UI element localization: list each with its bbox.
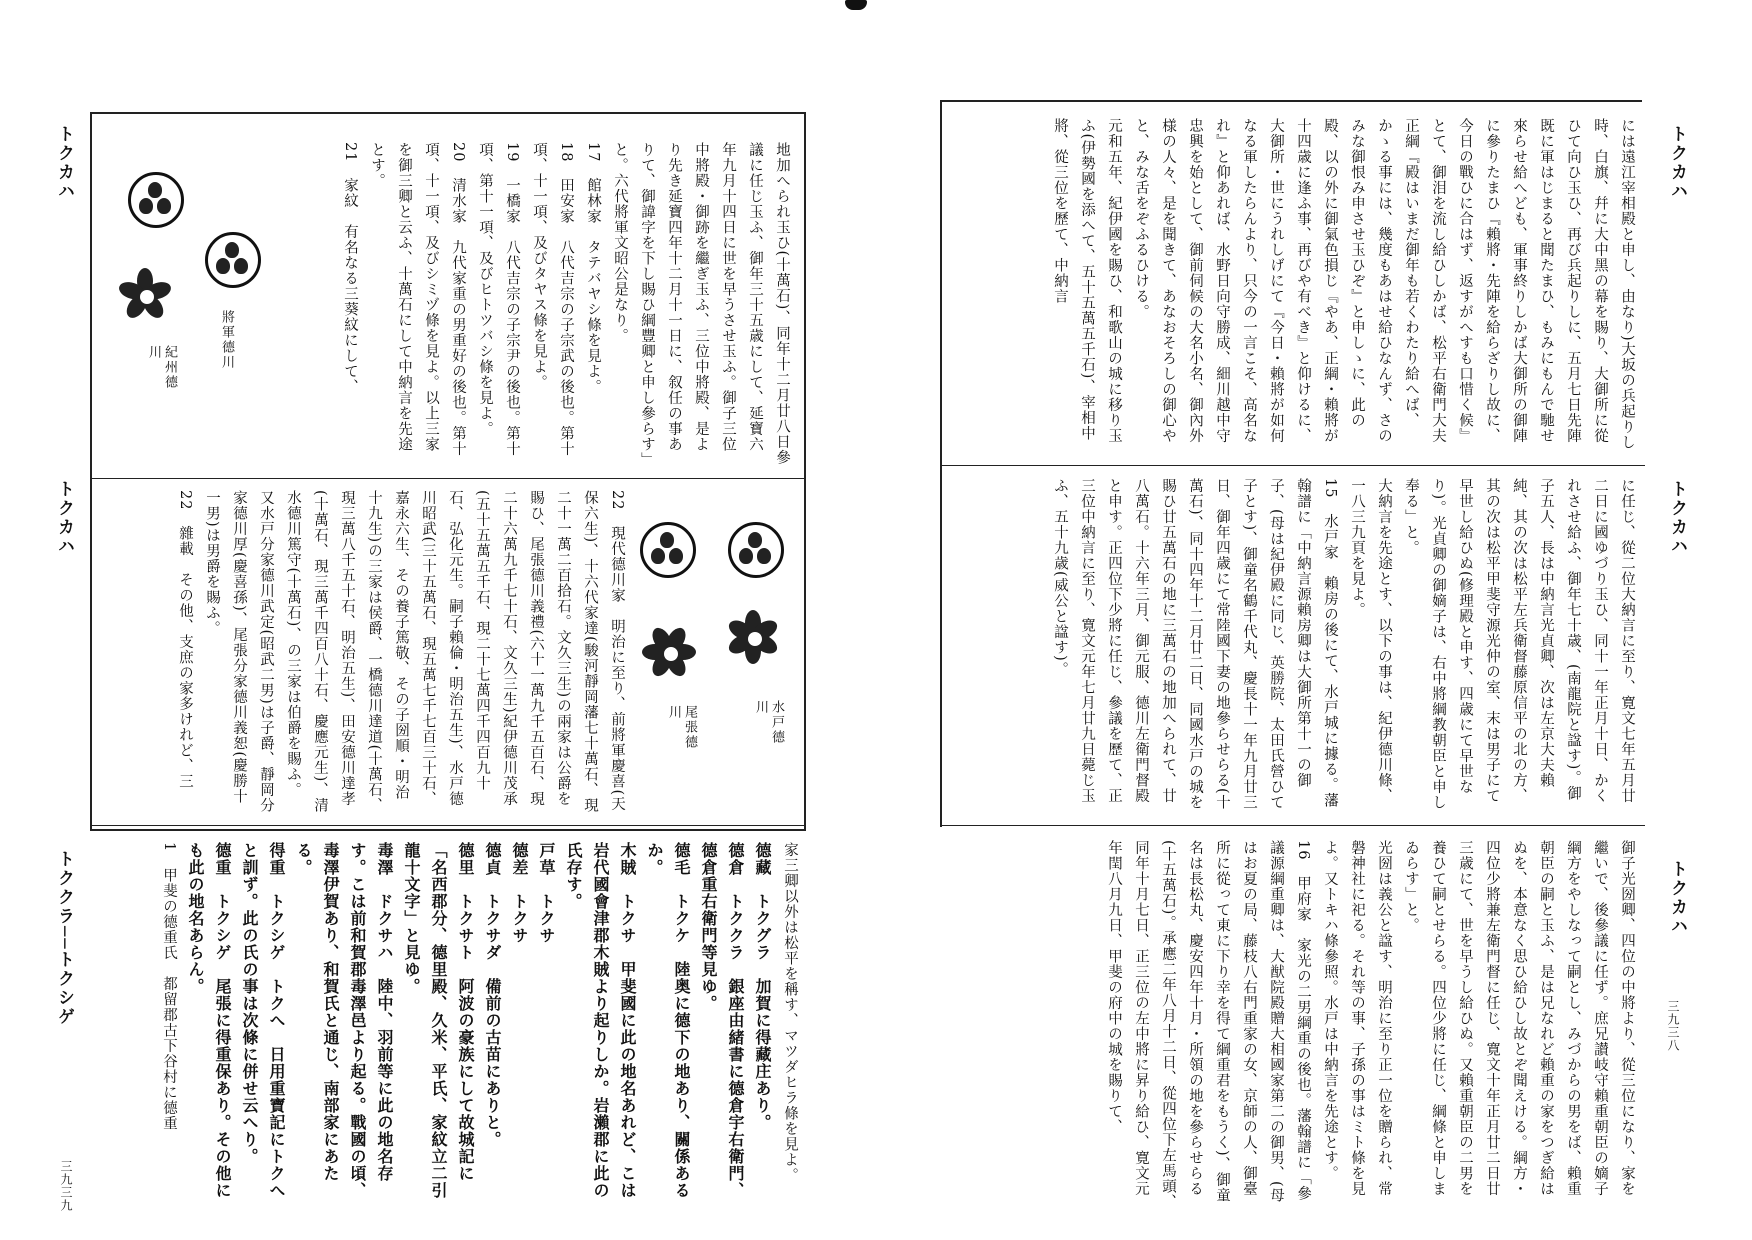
left-divider-2 <box>90 825 804 826</box>
entry-text: 光圀は義公と諡す、明治に至り正一位を贈られ、常磐神社に祀る。それ等の事、子孫の事はミト條を見よ。又トキハ條參照。水戸は中納言を先途とす。 <box>1322 840 1392 1197</box>
entry-text: 1 甲斐の德重氏 都留郡古下谷村に德重 <box>161 842 177 1132</box>
entry-text: 22 現代德川家 明治に至り、前將軍慶喜(天保六生)、十六代家達(駿河靜岡藩七十萬石、現二十一萬二百拾石。文久三生)の兩家は公爵を賜ひ、尾張德川義禮(六十一萬九千五百石、現二十六萬九千七十石、文久三生)紀伊德川茂承(五十五萬五千石、現二十七萬四千四百九十石、弘化元生。嗣子賴倫・明治五生)、水戸德川昭武(三十五萬石、現五萬七千七百三十石、嘉永六生、その養子篤敬、その子圀順・明治十九生)の三家は侯爵、一橋德川達道(十萬石、現三萬八千五十石、明治五生)、田安德川達孝(十萬石、現三萬千四百八十石、慶應元生)、清水德川篤守(十萬石)、の三家は伯爵を賜ふ。 <box>285 490 625 814</box>
entry-text: 德藏 トクグラ 加賀に得藏庄あり。 <box>753 842 772 1131</box>
left-header-top: トクカハ <box>54 125 74 201</box>
right-header-mid: トクカハ <box>1667 480 1687 556</box>
entry-text: 木賊 トクサ 甲斐國に此の地名あれど、こは岩代國會津郡木賊より起りしか。岩瀨郡に此の氏存す。 <box>564 842 637 1199</box>
entry-text: 21 家紋 有名なる三葵紋にして、 <box>342 142 358 395</box>
entry-text: 家三卿以外は松平を稱す、マツダヒラ條を見よ。 <box>782 842 798 1183</box>
aoi-crest-icon <box>205 232 261 288</box>
left-top-text <box>255 142 795 467</box>
entry-text: 德里 トクサト 阿波の豪族にして故城記に「名西郡分、德里殿、久米、平氏、家紋立二引龍十文字」と見ゆ。 <box>402 842 475 1199</box>
owari-crest-icon <box>642 625 696 679</box>
entry-text: 17 館林家 タテバヤシ條を見よ。 <box>585 142 601 395</box>
aoi-crest-icon <box>128 172 184 228</box>
owari-crest-label: 尾張德川 <box>666 705 697 750</box>
entry-text: 毒澤 ドクサハ 陸中、羽前等に此の地名存す。こは前和賀郡毒澤邑より起る。戰國の頃、毒澤伊賀あり、和賀氏と通じ、南部家にあたる。 <box>294 842 394 1199</box>
shogun-crest-label: 將軍德川 <box>219 310 234 370</box>
entry-text: 德重 トクシゲ 尾張に得重保あり。その他にも此の地名あらん。 <box>186 842 232 1199</box>
entry-text: 18 田安家 八代吉宗の子宗武の後也。第十項、十一項、及びタヤス條を見よ。 <box>531 142 574 457</box>
aoi-crest-icon <box>728 522 784 578</box>
entry-text: 德差 トクサ <box>510 842 529 944</box>
entry-text: には遠江宰相殿と申し、由なり)大坂の兵起りし時、白旗、幷に大中黑の幕を賜り、大御所に從ひて向ひ玉ひ、再び兵起りしに、五月七日先陣既に軍はじまると聞たまひ、もみにもんで馳せ來らせ給へども、軍事終りしかば大御所の御陣に參りたまひ『賴將・先陣を給らざりし故に、今日の戰ひに合はず、返すがへすも口惜く候』とて、御泪を流し給ひしかば、松平右衛門大夫正綱『殿はいまだ御年も若くわたり給へば、かゝる事には、幾度もあはせ給ひなんず、さのみな御恨み申させ玉ひぞ』と申しゝに、此の殿、以の外に御氣色損じ『やあ、正綱・賴將が十四歳に逢ふ事、再びや有べき』と仰けるに、大御所・世にうれしげにて『今日・賴將が如何なる軍したらんより、只今の一言こそ、高名なれ』と仰あれば、水野日向守勝成、細川越中守忠興を始として、御前伺候の大名小名、御內外様の人々、是を聞きて、あなおそろしの御心やと、みな舌をぞふるひける。 <box>1133 118 1635 451</box>
mito-crest-label: 水戸德川 <box>753 700 784 745</box>
entry-text: 御子光圀卿、四位の中將より、從三位になり、家を繼いで、後參議に任ず。庶兄讃岐守賴重朝臣の嫡子綱方をやしなって嗣とし、みづからの男をば、賴重朝臣の嗣と玉ふ、是は兄なれど賴重の家をつぎ給はぬを、本意なく思ひ給ひし故とぞ聞えける。綱方・四位少將兼左衛門督に任じ、寛文十年正月廿二日廿三歳にて、世を早うし給ひぬ。又賴重朝臣の二男を養ひて嗣とせらる。四位少將に任じ、綱條と申しまゐらす」と。 <box>1403 840 1635 1197</box>
left-divider-1 <box>90 478 804 479</box>
right-divider-1 <box>940 465 1645 466</box>
right-header-bottom: トクカハ <box>1667 860 1687 936</box>
right-bottom-text <box>950 840 1640 1210</box>
entry-text: 德倉 トククラ 銀座由緒書に德倉宇右衛門、德倉重右衛門等見ゆ。 <box>699 842 745 1199</box>
entry-text: 16 甲府家 家光の二男綱重の後也。藩翰譜に「參議源綱重卿は、大猷院殿贈大相國家第二の御男、(母はお夏の局、藤枝八右門重家の女、京師の人、御臺所に從って東に下り幸を得て綱重君をもうく)、御童名は長松丸、慶安四年十月・所領の地を參らせらる(十五萬石)。承應二年八月十二日、從四位下左馬頭、同年十月七日、正三位の左中將に昇り給ひ、寛文元年閏八月九日、甲斐の府中の城を賜りて、 <box>1106 840 1311 1210</box>
entry-text: 戸草 トクサ <box>537 842 556 944</box>
entry-text: 德貞 トクサダ 備前の古苗にありと。 <box>483 842 502 1148</box>
aoi-crest-icon <box>640 522 696 578</box>
right-header-top: トクカハ <box>1667 125 1687 201</box>
entry-text: 又水戸分家德川武定(昭武二男)は子爵、靜岡分家德川厚(慶喜孫)、尾張分家德川義恕(慶勝十一男)は男爵を賜ふ。 <box>204 490 274 814</box>
left-header-mid: トクカハ <box>54 480 74 556</box>
entry-text: 地加へられ玉ひ(十萬石)、同年十二月廿八日參議に任じ玉ふ、御年三十五歳にして、延寶六年九月十四日に世を早うさせ玉ふ。御子三位中將殿・御跡を繼ぎ玉ふ、三位中將殿、是より先き延寶四年十二月十一日に、叙任の事ありて、御諱字を下し賜ひ綱豐卿と申し參らす」と。六代將軍文昭公是なり。 <box>612 142 790 466</box>
entry-text: 19 一橋家 八代吉宗の子宗尹の後也。第十項、第十一項、及びヒトツバシ條を見よ。 <box>477 142 520 457</box>
right-page-number: 三九三八 <box>1666 1000 1680 1052</box>
right-top-text <box>950 118 1640 456</box>
right-mid-text <box>950 478 1640 816</box>
kishu-crest-icon <box>118 268 172 322</box>
left-page-number: 三九三九 <box>59 1160 73 1212</box>
entry-text: 德毛 トクケ 陸奥に德下の地あり、關係あるか。 <box>645 842 691 1199</box>
entry-text: 得重 トクシゲ トクへ 日用重寶記にトクへと訓ず。此の氏の事は次條に併せ云へり。 <box>240 842 286 1199</box>
left-header-bottom: トククラ──トクシゲ <box>54 850 74 1027</box>
entry-text: 15 水戸家 賴房の後にて、水戸城に據る。藩翰譜に「中納言源賴房卿は大御所第十一の御子、(母は紀伊殿に同じ、英勝院、太田氏營ひて子とす)、御童名鶴千代丸、慶長十一年九月廿三日、御年四歳にて常陸國下妻の地參らせらる(十萬石)、同十四年十二月廿二日、同國水戸の城を賜ひ廿五萬石の地に三萬石の地加へられて、廿八萬石。十六年三月、御元服、德川左衛門督殿と申す。正四位下少將に任じ、參議を歷て、正三位中納言に至り、寛文元年七月廿九日薨じ玉ふ、五十九歳(威公と諡す)。 <box>1052 478 1338 811</box>
kishu-crest-label: 紀州德川 <box>146 345 177 390</box>
entry-text: に任じ、從二位大納言に至り、寛文七年五月廿二日に國ゆづり玉ひ、同十一年正月十日、かくれさせ給ふ、御年七十歳、(南龍院と諡す)。御子五人、長は中納言光貞卿、次は左京大夫賴純、其の次は松平左兵衛督藤原信平の北の方、其の次は松平甲斐守源光仲の室、末は男子にて早世し給ひぬ(修理殿と申す、四歳にて早世なり)。光貞卿の御嫡子は、右中將綱教朝臣と申し奉る」と。 <box>1403 478 1635 811</box>
right-divider-2 <box>940 825 1645 826</box>
entry-text: 元和五年、紀伊國を賜ひ、和歌山の城に移り玉ふ(伊勢國を添へて、五十五萬五千石)、宰相中將、從三位を歷て、中納言 <box>1052 118 1122 444</box>
entry-text: 22 雜載 その他、支庶の家多けれど、三 <box>177 490 193 790</box>
entry-text: 大納言を先途とす、以下の事は、紀伊德川條、一八三九頁を見よ。 <box>1349 478 1392 804</box>
left-bottom-text <box>98 842 803 1212</box>
left-mid-text <box>100 490 630 815</box>
entry-text: 20 清水家 九代家重の男重好の後也。第十項、十一項、及びシミヅ條を見よ。以上三家を御三卿と云ふ、十萬石にして中納言を先途とす。 <box>369 142 466 457</box>
mito-crest-icon <box>726 610 780 664</box>
scan-smudge <box>845 0 867 10</box>
